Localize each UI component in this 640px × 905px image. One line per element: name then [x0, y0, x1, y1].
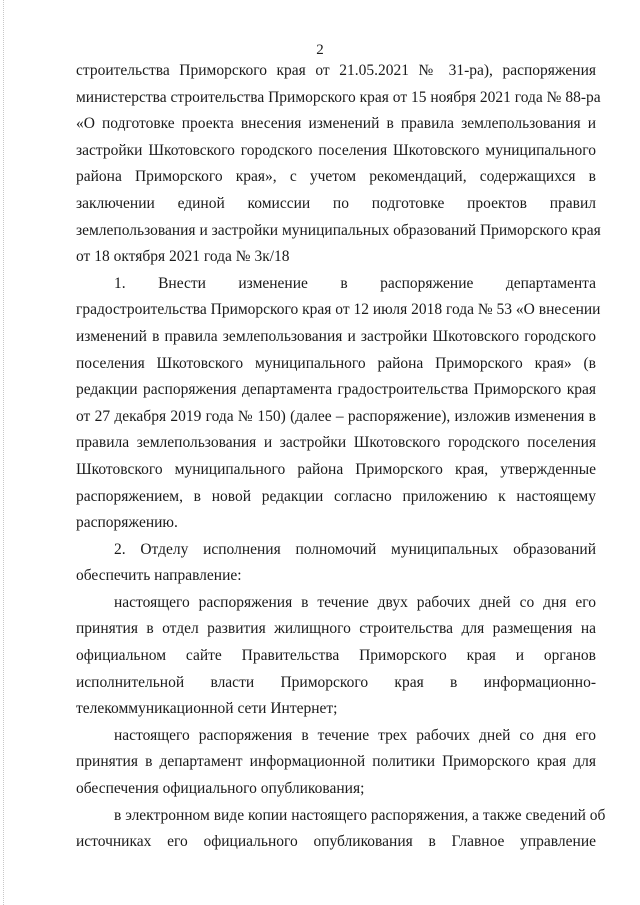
text-line: исполнительной власти Приморского края в информационно-: [76, 673, 596, 691]
text-line: правила землепользования и застройки Шкотовского городского поселения: [76, 434, 596, 452]
text-line: изменений в правила землепользования и застройки Шкотовского городского: [76, 327, 596, 345]
page-number: 2: [316, 42, 324, 58]
text-line: заключении единой комиссии по подготовке проектов правил: [76, 194, 596, 212]
text-line: строительства Приморского края от 21.05.2021 № 31-ра), распоряжения: [76, 62, 596, 79]
text-line: землепользования и застройки муниципальных образований Приморского края: [76, 221, 601, 239]
text-line: принятия в отдел развития жилищного строительства для размещения на: [76, 620, 596, 638]
text-line: Шкотовского муниципального района Приморского края, утвержденные: [76, 460, 596, 478]
text-line: района Приморского края», с учетом рекомендаций, содержащихся в: [76, 168, 596, 186]
text-line: распоряжением, в новой редакции согласно приложению к настоящему: [76, 487, 596, 505]
scan-edge: [3, 0, 5, 905]
text-line: градостроительства Приморского края от 12 июля 2018 года № 53 «О внесении: [76, 301, 601, 319]
text-line: настоящего распоряжения в течение трех рабочих дней со дня его: [114, 726, 596, 744]
text-line: обеспечить направление:: [76, 567, 242, 585]
text-line: редакции распоряжения департамента градостроительства Приморского края: [76, 381, 596, 399]
text-line: министерства строительства Приморского края от 15 ноября 2021 года № 88-ра: [76, 88, 601, 106]
text-line: 1. Внести изменение в распоряжение департамента: [114, 274, 596, 292]
text-line: «О подготовке проекта внесения изменений в правила землепользования и: [76, 115, 596, 133]
text-line: в электронном виде копии настоящего распоряжения, а также сведений об: [114, 806, 606, 824]
text-line: распоряжению.: [76, 514, 178, 532]
text-line: источниках его официального опубликования в Главное управление: [76, 833, 596, 851]
text-line: принятия в департамент информационной политики Приморского края для: [76, 753, 596, 771]
text-line: обеспечения официального опубликования;: [76, 780, 365, 798]
text-line: официальном сайте Правительства Приморского края и органов: [76, 647, 596, 665]
text-line: телекоммуникационной сети Интернет;: [76, 700, 338, 718]
text-line: от 18 октября 2021 года № 3к/18: [76, 248, 290, 266]
document-body: [76, 58, 606, 856]
text-line: от 27 декабря 2019 года № 150) (далее – распоряжение), изложив изменения в: [76, 407, 596, 425]
text-line: застройки Шкотовского городского поселения Шкотовского муниципального: [76, 141, 596, 159]
text-line: 2. Отделу исполнения полномочий муниципальных образований: [114, 540, 596, 558]
text-line: настоящего распоряжения в течение двух рабочих дней со дня его: [114, 593, 596, 611]
text-line: поселения Шкотовского муниципального района Приморского края» (в: [76, 354, 596, 372]
